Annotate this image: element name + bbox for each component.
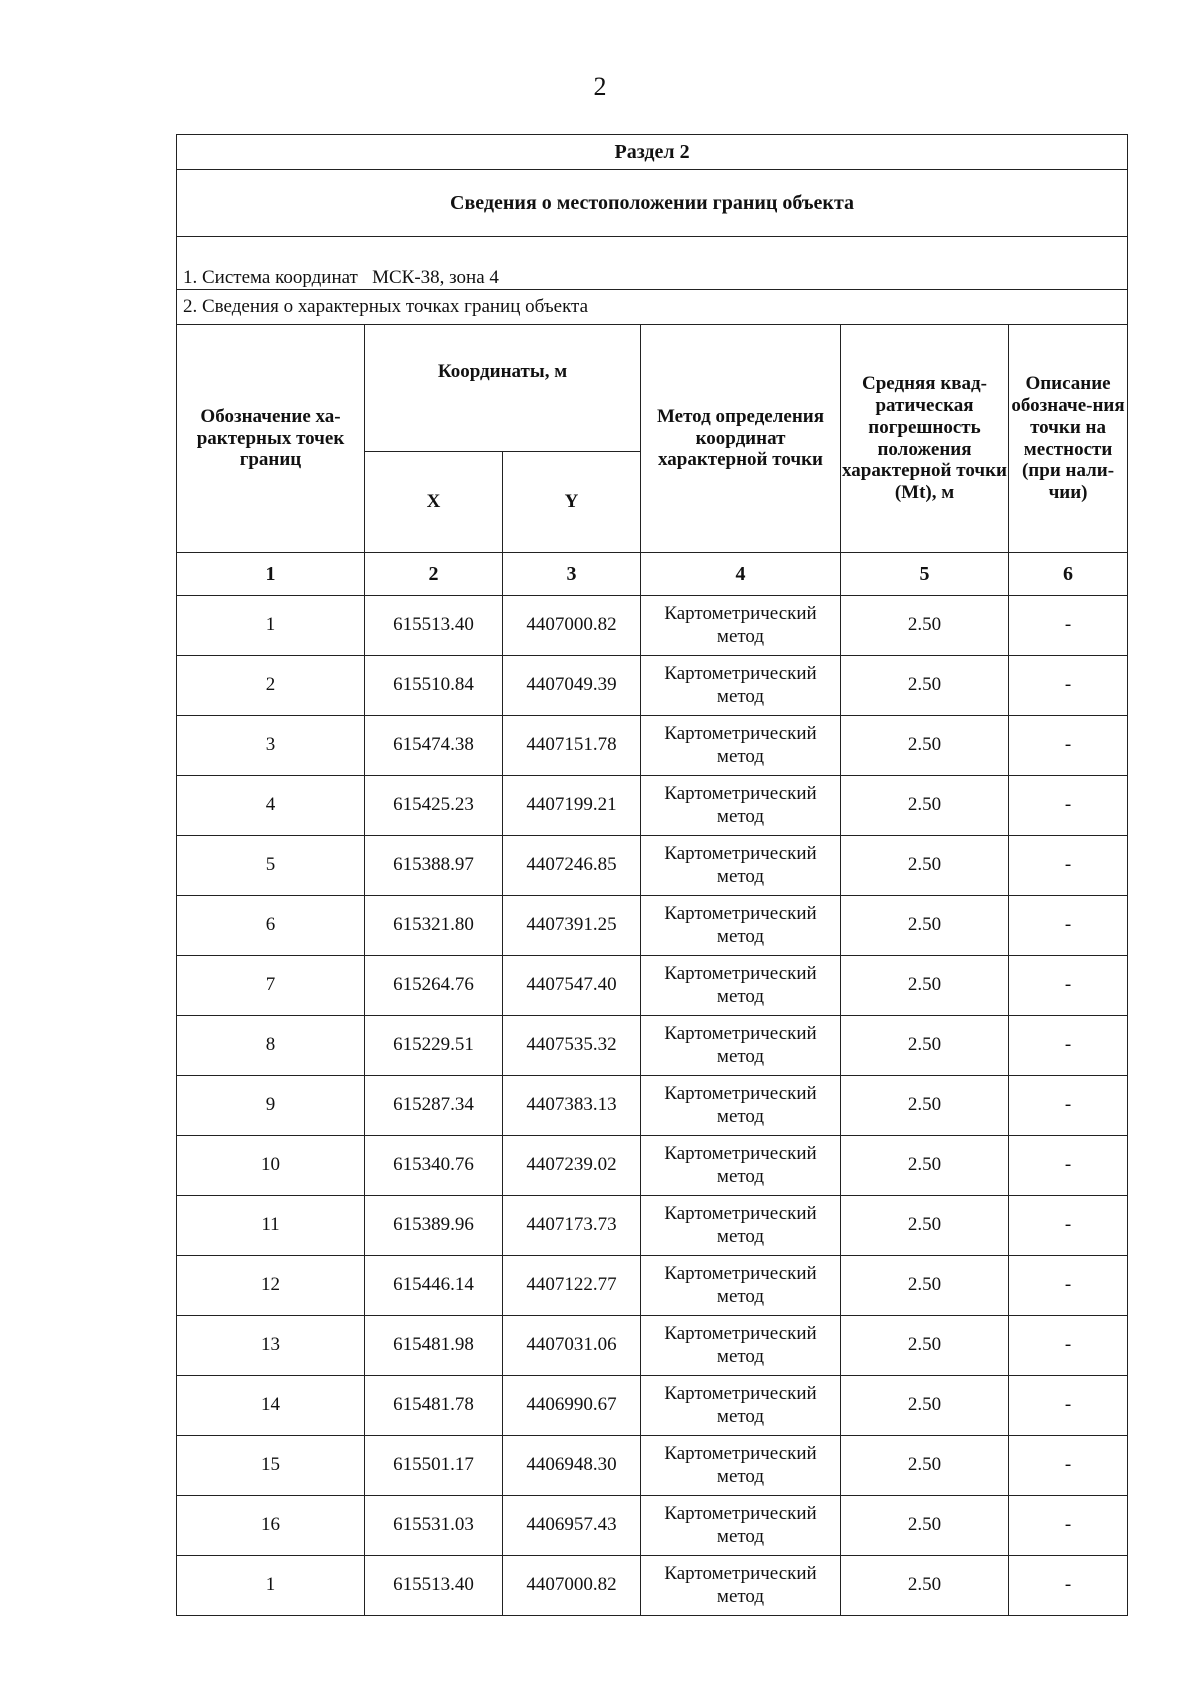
table-row: [177, 656, 1128, 716]
description: -: [1009, 1196, 1128, 1256]
coord-x: 615481.78: [365, 1376, 503, 1436]
table-row: [177, 1316, 1128, 1376]
coord-y: 4407000.82: [503, 596, 641, 656]
method: Картометрический метод: [641, 1316, 841, 1376]
description: -: [1009, 1556, 1128, 1616]
table-row: [177, 1016, 1128, 1076]
point-number: 14: [177, 1376, 365, 1436]
description: -: [1009, 776, 1128, 836]
page-number: 2: [593, 72, 607, 101]
mean-square-error: 2.50: [841, 1376, 1009, 1436]
method: Картометрический метод: [641, 656, 841, 716]
method: Картометрический метод: [641, 896, 841, 956]
point-number: 15: [177, 1436, 365, 1496]
coord-x: 615264.76: [365, 956, 503, 1016]
method: Картометрический метод: [641, 1376, 841, 1436]
coord-y: 4407000.82: [503, 1556, 641, 1616]
coord-x: 615481.98: [365, 1316, 503, 1376]
boundary-points-table: [176, 134, 1128, 1616]
coord-y: 4407049.39: [503, 656, 641, 716]
method: Картометрический метод: [641, 1436, 841, 1496]
point-number: 9: [177, 1076, 365, 1136]
point-number: 11: [177, 1196, 365, 1256]
coord-x: 615513.40: [365, 596, 503, 656]
table-row: [177, 776, 1128, 836]
coord-x: 615340.76: [365, 1136, 503, 1196]
table-row: [177, 836, 1128, 896]
coord-x: 615389.96: [365, 1196, 503, 1256]
mean-square-error: 2.50: [841, 1496, 1009, 1556]
mean-square-error: 2.50: [841, 1076, 1009, 1136]
coord-y: 4406990.67: [503, 1376, 641, 1436]
point-number: 7: [177, 956, 365, 1016]
coord-y: 4406957.43: [503, 1496, 641, 1556]
header-description: Описание обозначе-ния точки на местности (при нали-чии): [1009, 325, 1128, 553]
coord-y: 4407391.25: [503, 896, 641, 956]
description: -: [1009, 1376, 1128, 1436]
method: Картометрический метод: [641, 1256, 841, 1316]
description: -: [1009, 1136, 1128, 1196]
method: Картометрический метод: [641, 1076, 841, 1136]
point-number: 10: [177, 1136, 365, 1196]
header-x: X: [365, 452, 503, 553]
point-number: 1: [177, 596, 365, 656]
description: -: [1009, 1076, 1128, 1136]
table-row: [177, 1436, 1128, 1496]
coordinate-system: 1. Система координат МСК-38, зона 4: [177, 237, 1128, 290]
method: Картометрический метод: [641, 956, 841, 1016]
point-number: 2: [177, 656, 365, 716]
method: Картометрический метод: [641, 1496, 841, 1556]
point-number: 3: [177, 716, 365, 776]
col-number-1: 1: [177, 553, 365, 596]
header-point-designation: Обозначение ха-рактерных точек границ: [177, 325, 365, 553]
coord-y: 4407246.85: [503, 836, 641, 896]
method: Картометрический метод: [641, 836, 841, 896]
description: -: [1009, 836, 1128, 896]
coord-x: 615446.14: [365, 1256, 503, 1316]
col-number-2: 2: [365, 553, 503, 596]
method: Картометрический метод: [641, 1556, 841, 1616]
table-row: [177, 1076, 1128, 1136]
coord-x: 615321.80: [365, 896, 503, 956]
coord-x: 615474.38: [365, 716, 503, 776]
col-number-6: 6: [1009, 553, 1128, 596]
description: -: [1009, 1016, 1128, 1076]
coord-y: 4406948.30: [503, 1436, 641, 1496]
description: -: [1009, 1436, 1128, 1496]
point-number: 13: [177, 1316, 365, 1376]
table-row: [177, 956, 1128, 1016]
description: -: [1009, 1316, 1128, 1376]
description: -: [1009, 716, 1128, 776]
point-number: 6: [177, 896, 365, 956]
method: Картометрический метод: [641, 1136, 841, 1196]
mean-square-error: 2.50: [841, 1016, 1009, 1076]
header-method: Метод определения координат характерной точки: [641, 325, 841, 553]
mean-square-error: 2.50: [841, 596, 1009, 656]
table-row: [177, 1496, 1128, 1556]
table-rows: [177, 596, 1128, 1616]
point-number: 5: [177, 836, 365, 896]
method: Картометрический метод: [641, 776, 841, 836]
description: -: [1009, 896, 1128, 956]
coord-x: 615510.84: [365, 656, 503, 716]
description: -: [1009, 1496, 1128, 1556]
coord-x: 615501.17: [365, 1436, 503, 1496]
coord-x: 615425.23: [365, 776, 503, 836]
description: -: [1009, 656, 1128, 716]
method: Картометрический метод: [641, 1196, 841, 1256]
col-number-4: 4: [641, 553, 841, 596]
coord-x: 615388.97: [365, 836, 503, 896]
mean-square-error: 2.50: [841, 776, 1009, 836]
coord-y: 4407239.02: [503, 1136, 641, 1196]
table-row: [177, 1136, 1128, 1196]
mean-square-error: 2.50: [841, 956, 1009, 1016]
coord-x: 615229.51: [365, 1016, 503, 1076]
coord-x: 615531.03: [365, 1496, 503, 1556]
mean-square-error: 2.50: [841, 836, 1009, 896]
point-number: 12: [177, 1256, 365, 1316]
boundary-document: [176, 134, 1127, 1616]
coord-x: 615287.34: [365, 1076, 503, 1136]
header-coordinates: Координаты, м: [365, 325, 641, 452]
section-title: Раздел 2: [177, 135, 1128, 170]
mean-square-error: 2.50: [841, 656, 1009, 716]
mean-square-error: 2.50: [841, 1196, 1009, 1256]
description: -: [1009, 1256, 1128, 1316]
table-row: [177, 716, 1128, 776]
mean-square-error: 2.50: [841, 1316, 1009, 1376]
coord-y: 4407199.21: [503, 776, 641, 836]
table-row: [177, 896, 1128, 956]
mean-square-error: 2.50: [841, 1136, 1009, 1196]
mean-square-error: 2.50: [841, 716, 1009, 776]
table-row: [177, 1376, 1128, 1436]
col-number-3: 3: [503, 553, 641, 596]
table-row: [177, 1196, 1128, 1256]
mean-square-error: 2.50: [841, 1556, 1009, 1616]
point-number: 4: [177, 776, 365, 836]
table-row: [177, 1556, 1128, 1616]
coord-y: 4407383.13: [503, 1076, 641, 1136]
method: Картометрический метод: [641, 716, 841, 776]
coord-y: 4407151.78: [503, 716, 641, 776]
points-info: 2. Сведения о характерных точках границ объекта: [177, 290, 1128, 325]
header-y: Y: [503, 452, 641, 553]
point-number: 1: [177, 1556, 365, 1616]
coord-y: 4407535.32: [503, 1016, 641, 1076]
table-row: [177, 1256, 1128, 1316]
coord-y: 4407122.77: [503, 1256, 641, 1316]
table-row: [177, 596, 1128, 656]
section-subtitle: Сведения о местоположении границ объекта: [177, 170, 1128, 237]
mean-square-error: 2.50: [841, 896, 1009, 956]
coord-x: 615513.40: [365, 1556, 503, 1616]
point-number: 16: [177, 1496, 365, 1556]
header-error: Средняя квад-ратическая погрешность положения характерной точки (Mt), м: [841, 325, 1009, 553]
mean-square-error: 2.50: [841, 1256, 1009, 1316]
method: Картометрический метод: [641, 1016, 841, 1076]
description: -: [1009, 956, 1128, 1016]
coord-y: 4407547.40: [503, 956, 641, 1016]
description: -: [1009, 596, 1128, 656]
col-number-5: 5: [841, 553, 1009, 596]
point-number: 8: [177, 1016, 365, 1076]
method: Картометрический метод: [641, 596, 841, 656]
coord-y: 4407173.73: [503, 1196, 641, 1256]
mean-square-error: 2.50: [841, 1436, 1009, 1496]
coord-y: 4407031.06: [503, 1316, 641, 1376]
